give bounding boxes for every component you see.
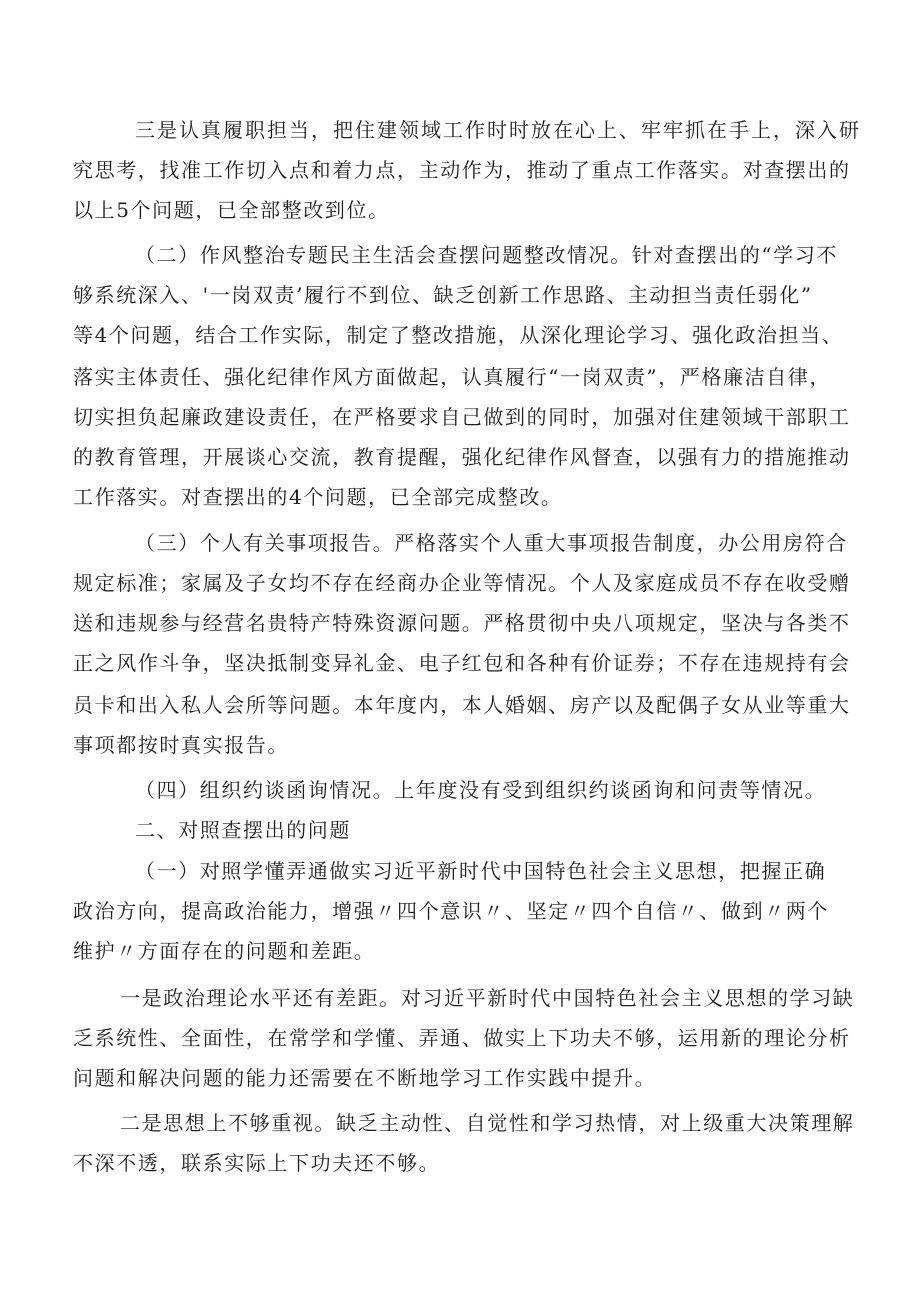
text-line: 等4个问题，结合工作实际，制定了整改措施，从深化理论学习、强化政治担当、 (73, 323, 844, 347)
text-line: 究思考，找准工作切入点和着力点，主动作为，推动了重点工作落实。对查摆出的 (73, 158, 851, 182)
text-line: （二）作风整治专题民主生活会查摆问题整改情况。针对查摆出的“学习不 (135, 243, 839, 267)
text-line: 二是思想上不够重视。缺乏主动性、自觉性和学习热情，对上级重大决策理解 (120, 1111, 855, 1135)
text-line: 规定标准；家属及子女均不存在经商办企业等情况。个人及家庭成员不存在收受赠 (73, 571, 851, 595)
text-line: 送和违规参与经营名贵特产特殊资源问题。严格贯彻中央八项规定，坚决与各类不 (73, 611, 851, 635)
text-line: 不深不透，联系实际上下功夫还不够。 (73, 1151, 441, 1175)
text-line: 落实主体责任、强化纪律作风方面做起，认真履行“一岗双责”，严格廉洁自律， (73, 365, 832, 389)
text-line: 事项都按时真实报告。 (73, 733, 289, 757)
text-line: 维护〃方面存在的问题和差距。 (73, 939, 376, 963)
text-line: 员卡和出入私人会所等问题。本年度内，本人婚姻、房产以及配偶子女从业等重大 (73, 693, 851, 717)
text-line: 工作落实。对查摆出的4个问题，已全部完成整改。 (73, 485, 563, 509)
section-heading: 二、对照查摆出的问题 (135, 818, 351, 842)
text-line: 切实担负起廉政建设责任，在严格要求自己做到的同时，加强对住建领域干部职工 (73, 405, 851, 429)
text-line: （三）个人有关事项报告。严格落实个人重大事项报告制度，办公用房符合 (135, 531, 848, 555)
text-line: 政治方向，提高政治能力，增强〃四个意识〃、坚定〃四个自信〃、做到〃两个 (73, 899, 829, 923)
text-line: 问题和解决问题的能力还需要在不断地学习工作实践中提升。 (73, 1066, 657, 1090)
text-line: （一）对照学懂弄通做实习近平新时代中国特色社会主义思想，把握正确 (135, 859, 827, 883)
text-line: 够系统深入、'一岗双责’履行不到位、缺乏创新工作思路、主动担当责任弱化” (73, 283, 813, 307)
text-line: 一是政治理论水平还有差距。对习近平新时代中国特色社会主义思想的学习缺 (120, 986, 855, 1010)
text-line: 正之风作斗争，坚决抵制变异礼金、电子红包和各种有价证券；不存在违规持有会 (73, 651, 851, 675)
text-line: 以上5个问题，已全部整改到位。 (73, 198, 390, 222)
text-line: 三是认真履职担当，把住建领域工作时时放在心上、牢牢抓在手上，深入研 (135, 118, 861, 142)
text-line: 的教育管理，开展谈心交流，教育提醒，强化纪律作风督查，以强有力的措施推动 (73, 445, 851, 469)
text-line: （四）组织约谈函询情况。上年度没有受到组织约谈函询和问责等情况。 (135, 778, 827, 802)
text-line: 乏系统性、全面性，在常学和学懂、弄通、做实上下功夫不够，运用新的理论分析 (73, 1026, 851, 1050)
